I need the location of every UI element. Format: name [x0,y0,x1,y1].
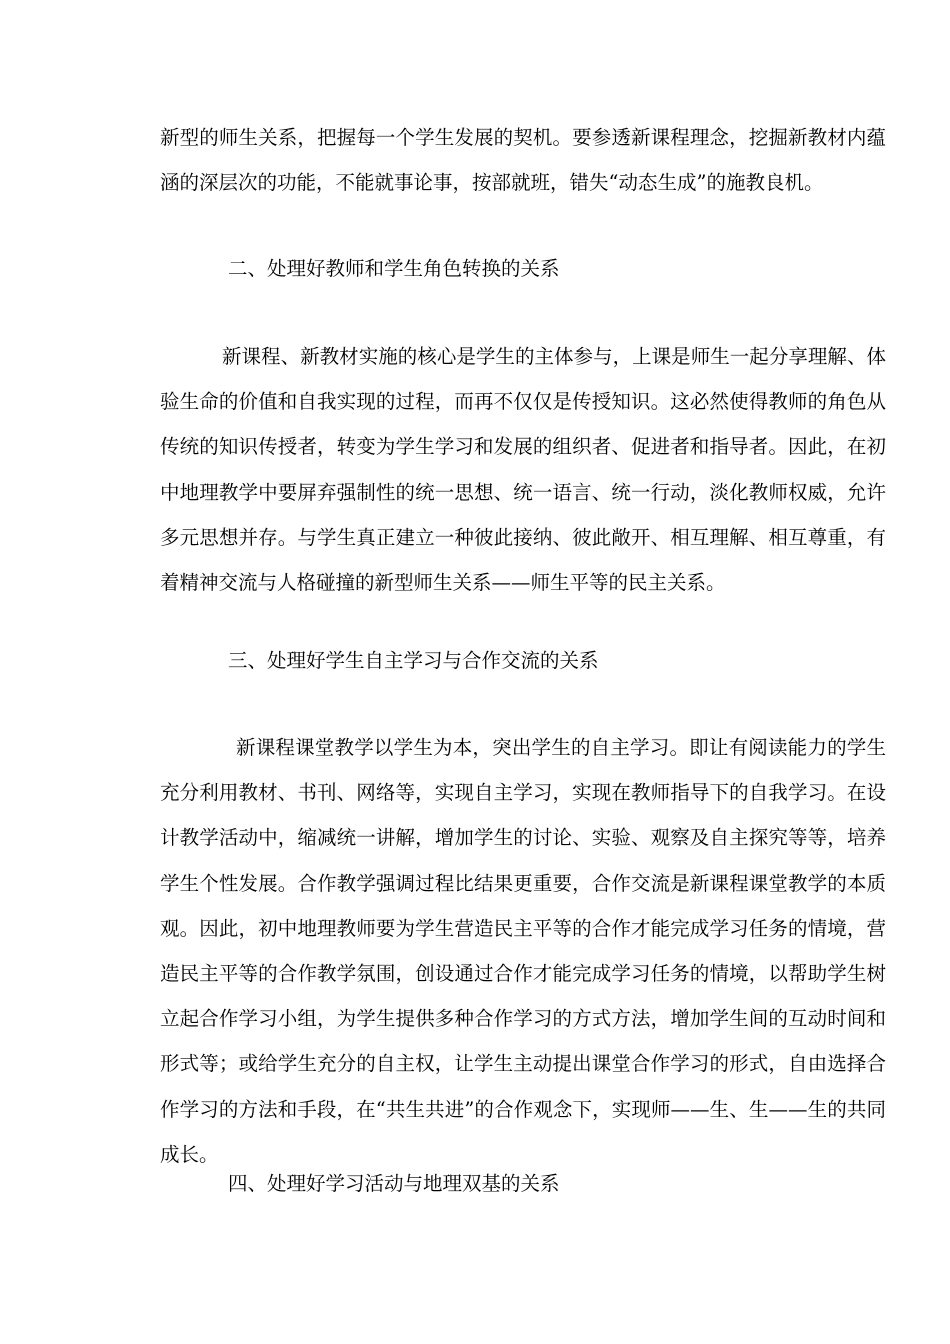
paragraph-intro: 新型的师生关系，把握每一个学生发展的契机。要参透新课程理念，挖掘新教材内蕴涵的深层次的功能，不能就事论事，按部就班，错失“动态生成”的施教良机。 [160,126,886,195]
paragraph-section-2: 新课程、新教材实施的核心是学生的主体参与，上课是师生一起分享理解、体验生命的价值和自我实现的过程，而再不仅仅是传授知识。这必然使得教师的角色从传统的知识传授者，转变为学生学习和发展的组织者、促进者和指导者。因此，在初中地理教学中要屏弃强制性的统一思想、统一语言、统一行动，淡化教师权威，允许多元思想并存。与学生真正建立一种彼此接纳、彼此敞开、相互理解、相互尊重，有着精神交流与人格碰撞的新型师生关系——师生平等的民主关系。 [160,345,886,595]
section-heading-2: 二、处理好教师和学生角色转换的关系 [228,257,560,280]
section-heading-4: 四、处理好学习活动与地理双基的关系 [228,1172,560,1195]
paragraph-section-3: 新课程课堂教学以学生为本，突出学生的自主学习。即让有阅读能力的学生充分利用教材、书刊、网络等，实现自主学习，实现在教师指导下的自我学习。在设计教学活动中，缩减统一讲解，增加学生的讨论、实验、观察及自主探究等等，培养学生个性发展。合作教学强调过程比结果更重要，合作交流是新课程课堂教学的本质观。因此，初中地理教师要为学生营造民主平等的合作才能完成学习任务的情境，营造民主平等的合作教学氛围，创设通过合作才能完成学习任务的情境，以帮助学生树立起合作学习小组，为学生提供多种合作学习的方式方法，增加学生间的互动时间和形式等；或给学生充分的自主权，让学生主动提出课堂合作学习的形式，自由选择合作学习的方法和手段，在“共生共进”的合作观念下，实现师——生、生——生的共同成长。 [160,736,886,1166]
section-heading-3: 三、处理好学生自主学习与合作交流的关系 [228,649,599,672]
